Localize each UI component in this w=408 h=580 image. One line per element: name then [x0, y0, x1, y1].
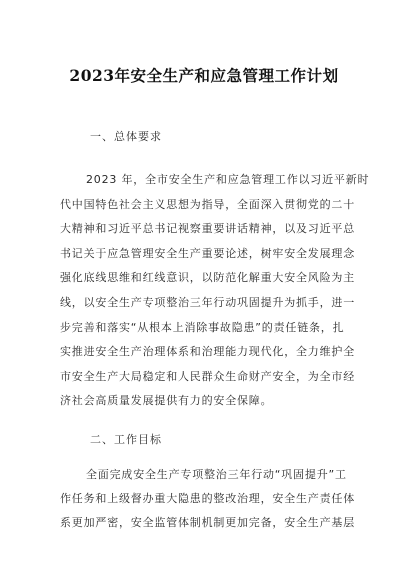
paragraph-line: 全面完成安全生产专项整治三年行动“巩固提升”工 — [86, 468, 347, 481]
paragraph-line: 书记关于应急管理安全生产重要论述，树牢安全发展理念 — [60, 246, 355, 260]
paragraph-line: 代中国特色社会主义思想为指导，全面深入贯彻党的二十 — [60, 197, 355, 211]
paragraph-line: 2023 年，全市安全生产和应急管理工作以习近平新时 — [86, 173, 370, 186]
paragraph-line: 济社会高质量发展提供有力的安全保障。 — [60, 394, 273, 408]
paragraph-line: 线，以安全生产专项整治三年行动巩固提升为抓手，进一 — [60, 295, 355, 309]
paragraph-line: 大精神和习近平总书记视察重要讲话精神，以及习近平总 — [60, 222, 355, 236]
section-heading-work-goals: 二、工作目标 — [90, 433, 162, 446]
section-heading-overall-requirements: 一、总体要求 — [90, 130, 162, 143]
paragraph-line: 作任务和上级督办重大隐患的整改治理，安全生产责任体 — [60, 492, 355, 505]
paragraph-line: 强化底线思维和红线意识，以防范化解重大安全风险为主 — [60, 271, 355, 285]
paragraph-line: 系更加严密，安全监管体制机制更加完备，安全生产基层 — [60, 516, 355, 529]
paragraph-line: 市安全生产大局稳定和人民群众生命财产安全，为全市经 — [60, 369, 355, 383]
paragraph-line: 步完善和落实“从根本上消除事故隐患”的责任链条，扎 — [60, 320, 345, 334]
document-title: 2023年安全生产和应急管理工作计划 — [69, 66, 339, 85]
paragraph-line: 实推进安全生产治理体系和治理能力现代化，全力维护全 — [60, 345, 355, 359]
paragraph-overall-requirements — [60, 168, 370, 414]
paragraph-work-goals — [60, 463, 360, 535]
